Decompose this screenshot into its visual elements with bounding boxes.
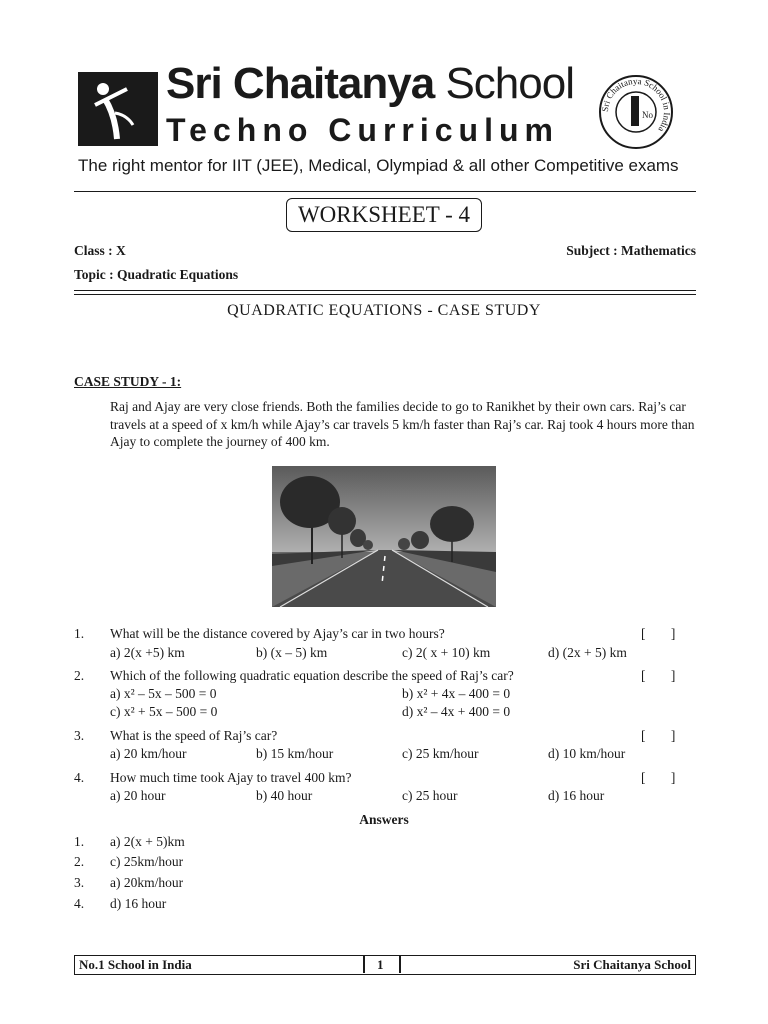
brand-name: Sri Chaitanya School bbox=[166, 59, 574, 108]
option-a[interactable]: a) 2(x +5) km bbox=[110, 645, 185, 660]
option-a[interactable]: a) 20 km/hour bbox=[110, 746, 187, 761]
header-divider bbox=[74, 191, 696, 192]
question-text: How much time took Ajay to travel 400 km? bbox=[110, 770, 352, 785]
footer-right-text: Sri Chaitanya School bbox=[573, 957, 691, 972]
option-c[interactable]: c) 25 km/hour bbox=[402, 746, 479, 761]
brand-subtitle: Techno Curriculum bbox=[166, 112, 559, 148]
question-text: What is the speed of Raj’s car? bbox=[110, 728, 278, 743]
road-trees-photo bbox=[272, 466, 496, 607]
answers-heading: Answers bbox=[359, 812, 409, 827]
answer-number: 2. bbox=[74, 854, 85, 869]
option-b[interactable]: b) (x – 5) km bbox=[256, 645, 328, 660]
answer-number: 1. bbox=[74, 834, 85, 849]
footer-divider bbox=[399, 956, 401, 973]
option-d[interactable]: d) 16 hour bbox=[548, 788, 605, 803]
question-number: 3. bbox=[74, 728, 85, 743]
page-footer bbox=[74, 955, 696, 975]
svg-text:No: No bbox=[642, 110, 653, 120]
answer-bracket[interactable]: [ ] bbox=[641, 770, 676, 785]
question-text: Which of the following quadratic equation describe the speed of Raj’s car? bbox=[110, 668, 514, 683]
answer-bracket[interactable]: [ ] bbox=[641, 728, 676, 743]
option-d[interactable]: d) (2x + 5) km bbox=[548, 645, 627, 660]
answer-text: a) 2(x + 5)km bbox=[110, 834, 185, 849]
answer-bracket[interactable]: [ ] bbox=[641, 626, 676, 641]
section-title: QUADRATIC EQUATIONS - CASE STUDY bbox=[227, 302, 541, 319]
question-number: 4. bbox=[74, 770, 85, 785]
svg-text:Sri Chaitanya School in India: Sri Chaitanya School in India bbox=[599, 75, 673, 135]
option-d[interactable]: d) 10 km/hour bbox=[548, 746, 626, 761]
answer-text: d) 16 hour bbox=[110, 896, 167, 911]
runner-figure-icon bbox=[81, 75, 155, 143]
case-study-heading: CASE STUDY - 1: bbox=[74, 374, 182, 389]
answer-number: 4. bbox=[74, 896, 85, 911]
option-c[interactable]: c) 2( x + 10) km bbox=[402, 645, 491, 660]
option-c[interactable]: c) 25 hour bbox=[402, 788, 458, 803]
worksheet-title: WORKSHEET - 4 bbox=[286, 198, 482, 232]
question-number: 2. bbox=[74, 668, 85, 683]
option-b[interactable]: b) 15 km/hour bbox=[256, 746, 334, 761]
school-logo bbox=[78, 72, 158, 146]
option-c[interactable]: c) x² + 5x – 500 = 0 bbox=[110, 704, 218, 719]
option-a[interactable]: a) 20 hour bbox=[110, 788, 166, 803]
answer-number: 3. bbox=[74, 875, 85, 890]
answer-bracket[interactable]: [ ] bbox=[641, 668, 676, 683]
footer-left-text: No.1 School in India bbox=[79, 957, 192, 972]
section-divider bbox=[74, 290, 696, 295]
tagline: The right mentor for IIT (JEE), Medical, Olympiad & all other Competitive exams bbox=[78, 156, 679, 175]
answer-text: c) 25km/hour bbox=[110, 854, 184, 869]
option-a[interactable]: a) x² – 5x – 500 = 0 bbox=[110, 686, 217, 701]
footer-divider bbox=[363, 956, 365, 973]
question-text: What will be the distance covered by Ajay’s car in two hours? bbox=[110, 626, 445, 641]
option-b[interactable]: b) x² + 4x – 400 = 0 bbox=[402, 686, 511, 701]
case-study-paragraph: Raj and Ajay are very close friends. Both the families decide to go to Ranikhet by their own cars. Raj’s car travels at a speed of x km/h while Ajay’s car travels 5 km/h faster than Raj’s car. Raj took 4 hours more than Ajay to complete the journey of 400 km. bbox=[110, 399, 695, 449]
question-number: 1. bbox=[74, 626, 85, 641]
option-d[interactable]: d) x² – 4x + 400 = 0 bbox=[402, 704, 511, 719]
subject-label: Subject : Mathematics bbox=[566, 243, 696, 258]
page-number: 1 bbox=[377, 957, 384, 972]
school-seal bbox=[598, 74, 674, 150]
option-b[interactable]: b) 40 hour bbox=[256, 788, 313, 803]
answer-text: a) 20km/hour bbox=[110, 875, 184, 890]
topic-label: Topic : Quadratic Equations bbox=[74, 267, 239, 282]
class-label: Class : X bbox=[74, 243, 126, 258]
